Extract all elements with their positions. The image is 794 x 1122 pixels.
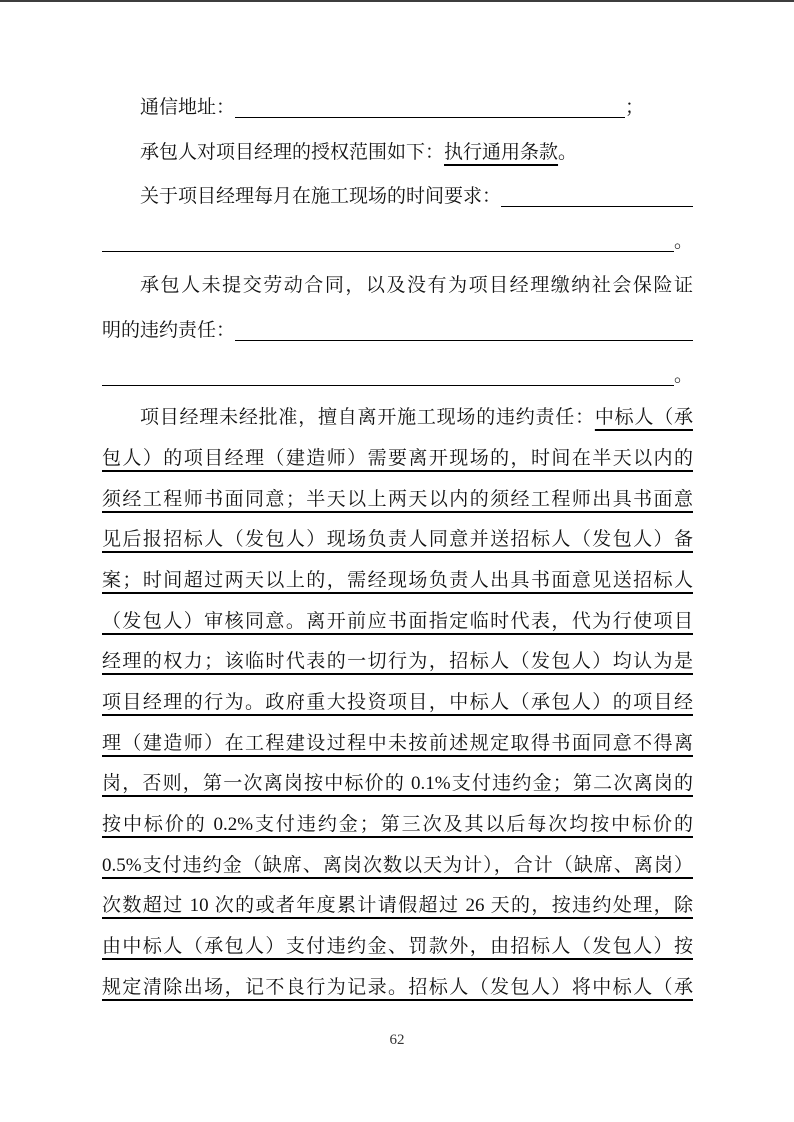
underlined-entry-text: 须经工程师书面同意；半天以上两天以内的须经工程师出具书面意 <box>102 488 693 510</box>
document-line <box>102 264 693 309</box>
underlined-entry-text: 中标人（承 <box>594 407 693 429</box>
underlined-entry-text: 理（建造师）在工程建设过程中未按前述规定取得书面同意不得离 <box>102 732 693 754</box>
document-line <box>102 131 693 176</box>
text-run: 承包人对项目经理的授权范围如下： <box>140 141 445 163</box>
document-line <box>102 642 693 683</box>
underlined-entry-text: 次数超过 10 次的或者年度累计请假超过 26 天的，按违约处理，除 <box>102 895 693 917</box>
underlined-entry-text: 规定清除出场，记不良行为记录。招标人（发包人）将中标人（承 <box>102 976 693 998</box>
text-run: 承包人未提交劳动合同，以及没有为项目经理缴纳社会保险证 <box>140 275 693 297</box>
document-content <box>102 86 693 1008</box>
document-line <box>102 764 693 805</box>
text-run: 明的违约责任： <box>102 319 236 341</box>
document-line <box>102 480 693 521</box>
underlined-entry-text: 见后报招标人（发包人）现场负责人同意并送招标人（发包人）备 <box>102 529 693 551</box>
page-number: 62 <box>389 1032 405 1048</box>
underlined-entry-text: 0.5%支付违约金（缺席、离岗次数以天为计），合计（缺席、离岗） <box>102 854 693 876</box>
document-line <box>102 309 693 354</box>
document-line <box>102 354 693 399</box>
document-line <box>102 398 693 439</box>
text-run: 。 <box>673 230 693 252</box>
blank-underline-field <box>235 328 693 341</box>
document-line <box>102 886 693 927</box>
underlined-entry-text: 由中标人（承包人）支付违约金、罚款外，由招标人（发包人）按 <box>102 936 693 958</box>
document-line <box>102 220 693 265</box>
document-line <box>102 805 693 846</box>
text-run: ； <box>625 97 645 118</box>
document-line <box>102 175 693 220</box>
underlined-entry-text: 项目经理的行为。政府重大投资项目，中标人（承包人）的项目经 <box>102 691 693 713</box>
underlined-entry-text: 按中标价的 0.2%支付违约金；第三次及其以后每次均按中标价的 <box>102 814 693 836</box>
underlined-entry-text: 岗，否则，第一次离岗按中标价的 0.1%支付违约金；第二次离岗的 <box>102 773 693 795</box>
text-run: 项目经理未经批准，擅自离开施工现场的违约责任： <box>140 407 595 429</box>
text-run: 。 <box>558 141 578 163</box>
document-line <box>102 927 693 968</box>
document-line <box>102 968 693 1009</box>
document-line <box>102 439 693 480</box>
underlined-entry-text: 包人）的项目经理（建造师）需要离开现场的，时间在半天以内的 <box>102 447 693 469</box>
document-line <box>102 602 693 643</box>
underlined-entry-text: （发包人）审核同意。离开前应书面指定临时代表，代为行使项目 <box>102 610 693 632</box>
document-line <box>102 520 693 561</box>
blank-underline-field <box>102 239 674 252</box>
underlined-entry-text: 案；时间超过两天以上的，需经现场负责人出具书面意见送招标人 <box>102 569 693 591</box>
page-top-border <box>0 0 794 2</box>
document-line <box>102 846 693 887</box>
blank-underline-field <box>102 373 674 386</box>
blank-underline-field <box>501 194 693 207</box>
text-run: 关于项目经理每月在施工现场的时间要求： <box>140 186 502 208</box>
document-line <box>102 683 693 724</box>
document-line <box>102 724 693 765</box>
blank-underline-field <box>235 105 625 118</box>
document-line <box>102 561 693 602</box>
underlined-entry-text: 经理的权力；该临时代表的一切行为，招标人（发包人）均认为是 <box>102 651 693 673</box>
text-run: 。 <box>673 364 693 386</box>
text-run: 通信地址： <box>140 97 236 118</box>
document-line <box>102 86 693 131</box>
underlined-entry-text: 执行通用条款 <box>444 141 559 163</box>
